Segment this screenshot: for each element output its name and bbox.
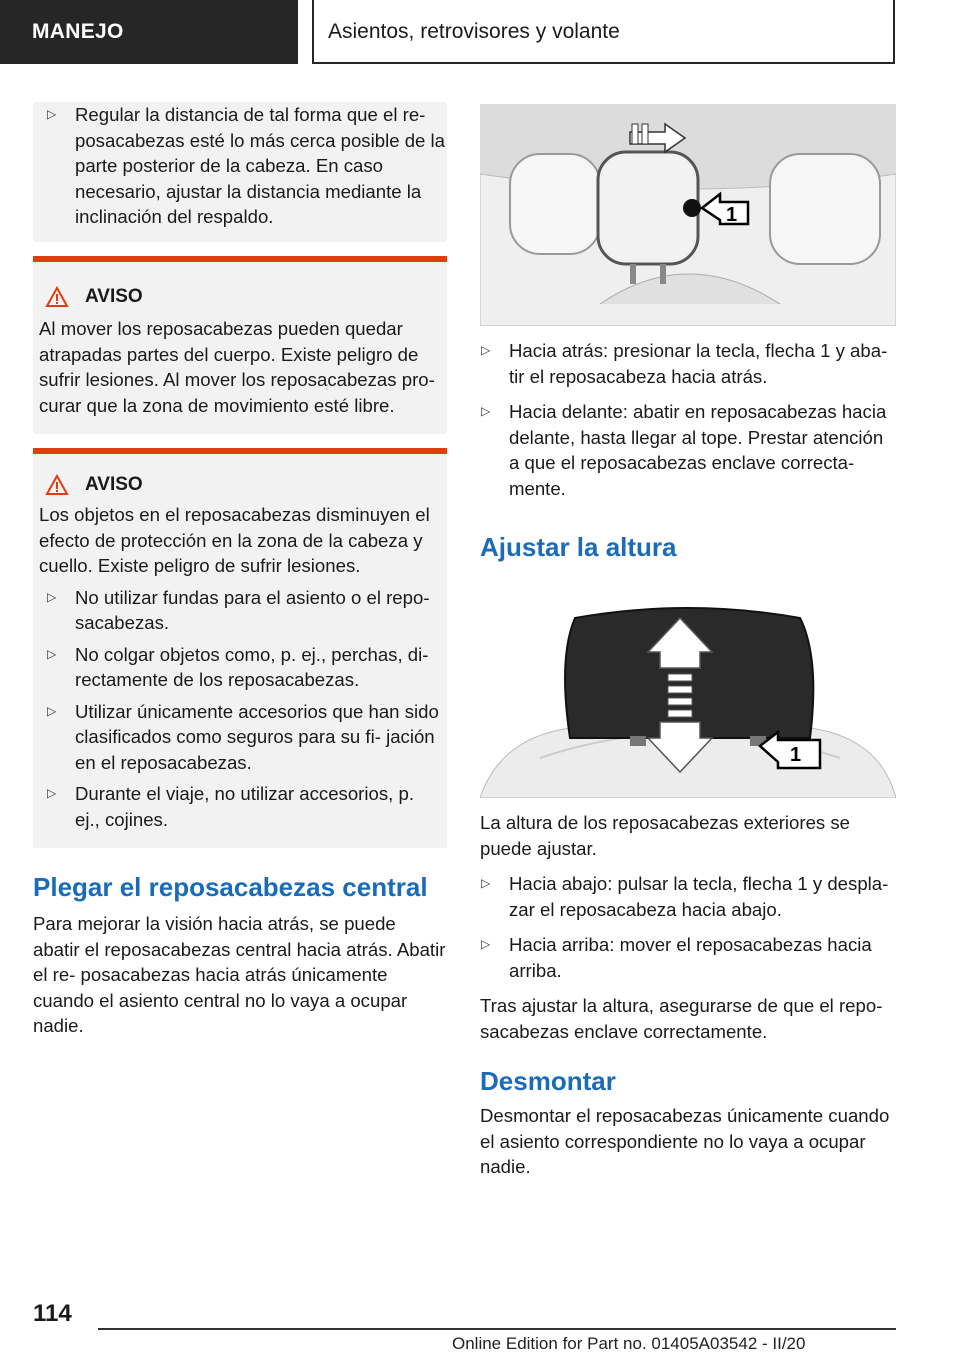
triangle-bullet-icon: ▷ — [47, 703, 57, 718]
list-item: ▷ Hacia abajo: pulsar la tecla, flecha 1 y despla‐ zar el reposacabeza hacia abajo. — [481, 873, 889, 920]
callout-label: 1 — [790, 744, 802, 766]
warning-text: Los objetos en el reposacabezas disminuyen el efecto de protección en la zona de la cabeza y cuello. Existe peligro de sufrir lesiones. — [39, 504, 430, 576]
height-intro: La altura de los reposacabezas exteriores se puede ajustar. — [480, 812, 851, 859]
section-title: Plegar el reposacabezas central — [33, 872, 428, 902]
top-bullet-box — [33, 102, 447, 242]
warning-triangle-icon — [45, 474, 69, 496]
callout-label: 1 — [726, 204, 738, 226]
triangle-bullet-icon: ▷ — [47, 107, 57, 121]
warning-title: AVISO — [39, 286, 441, 308]
header-chapter: Asientos, retrovisores y volante — [312, 0, 895, 64]
list-item: ▷ Hacia delante: abatir en reposacabezas hacia delante, hasta llegar al tope. Prestar atención a que el reposacabezas enclave correcta‐ mente. — [481, 401, 887, 499]
fold-bullets — [480, 338, 896, 501]
section-remove — [480, 1066, 896, 1180]
headrest-fold-image — [480, 104, 896, 326]
height-content — [480, 810, 896, 1044]
triangle-bullet-icon: ▷ — [481, 876, 491, 890]
page-number: 114 — [33, 1300, 72, 1327]
footer-edition: Online Edition for Part no. 01405A03542 - II/20 — [452, 1334, 806, 1353]
list-item: ▷ Durante el viaje, no utilizar accesorios, p. ej., cojines. — [47, 783, 414, 830]
triangle-bullet-icon: ▷ — [47, 646, 57, 661]
height-outro: Tras ajustar la altura, asegurarse de que el repo‐ sacabezas enclave correctamente. — [480, 995, 883, 1042]
footer-divider — [98, 1328, 896, 1330]
warning-box-2 — [33, 448, 447, 848]
triangle-bullet-icon: ▷ — [47, 589, 57, 604]
warning-title: AVISO — [39, 474, 441, 496]
warning-text: Al mover los reposacabezas pueden quedar atrapadas partes del cuerpo. Existe peligro de sufrir lesiones. Al mover los reposacabezas pro‐ curar que la zona de movimiento esté libre. — [39, 318, 435, 416]
section-title: Desmontar — [480, 1066, 616, 1096]
triangle-bullet-icon: ▷ — [481, 343, 491, 357]
section-fold — [33, 872, 447, 1039]
headrest-height-illustration — [480, 598, 896, 798]
warning-triangle-icon — [45, 286, 69, 308]
list-item: ▷ Hacia atrás: presionar la tecla, flecha 1 y aba‐ tir el reposacabeza hacia atrás. — [481, 340, 888, 387]
list-item: ▷ No colgar objetos como, p. ej., perchas, di‐ rectamente de los reposacabezas. — [47, 643, 429, 690]
warning-box-1 — [33, 256, 447, 434]
headrest-fold-illustration — [480, 104, 896, 326]
triangle-bullet-icon: ▷ — [481, 404, 491, 418]
triangle-bullet-icon: ▷ — [47, 786, 57, 800]
header-section: MANEJO — [0, 0, 298, 64]
section-text: Desmontar el reposacabezas únicamente cuando el asiento correspondiente no lo vaya a ocupar nadie. — [480, 1105, 890, 1177]
list-item: ▷ Utilizar únicamente accesorios que han sido clasificados como seguros para su fi‐ jación en el reposacabezas. — [47, 700, 439, 773]
section-text: Para mejorar la visión hacia atrás, se puede abatir el reposacabezas central hacia atrás. Abatir el re‐ posacabezas hacia atrás únicamente cuando el asiento central no lo vaya a ocupar nadie. — [33, 913, 446, 1036]
list-item: ▷ No utilizar fundas para el asiento o el repo‐ sacabezas. — [47, 586, 430, 633]
section-title-height: Ajustar la altura — [480, 532, 677, 562]
triangle-bullet-icon: ▷ — [481, 937, 491, 951]
list-item: ▷ Hacia arriba: mover el reposacabezas hacia arriba. — [481, 934, 872, 981]
headrest-height-image — [480, 598, 896, 798]
list-item: ▷ Regular la distancia de tal forma que el re‐ posacabezas esté lo más cerca posible de la parte posterior de la cabeza. En caso necesario, ajustar la distancia mediante la inclinación del respaldo. — [47, 104, 446, 227]
